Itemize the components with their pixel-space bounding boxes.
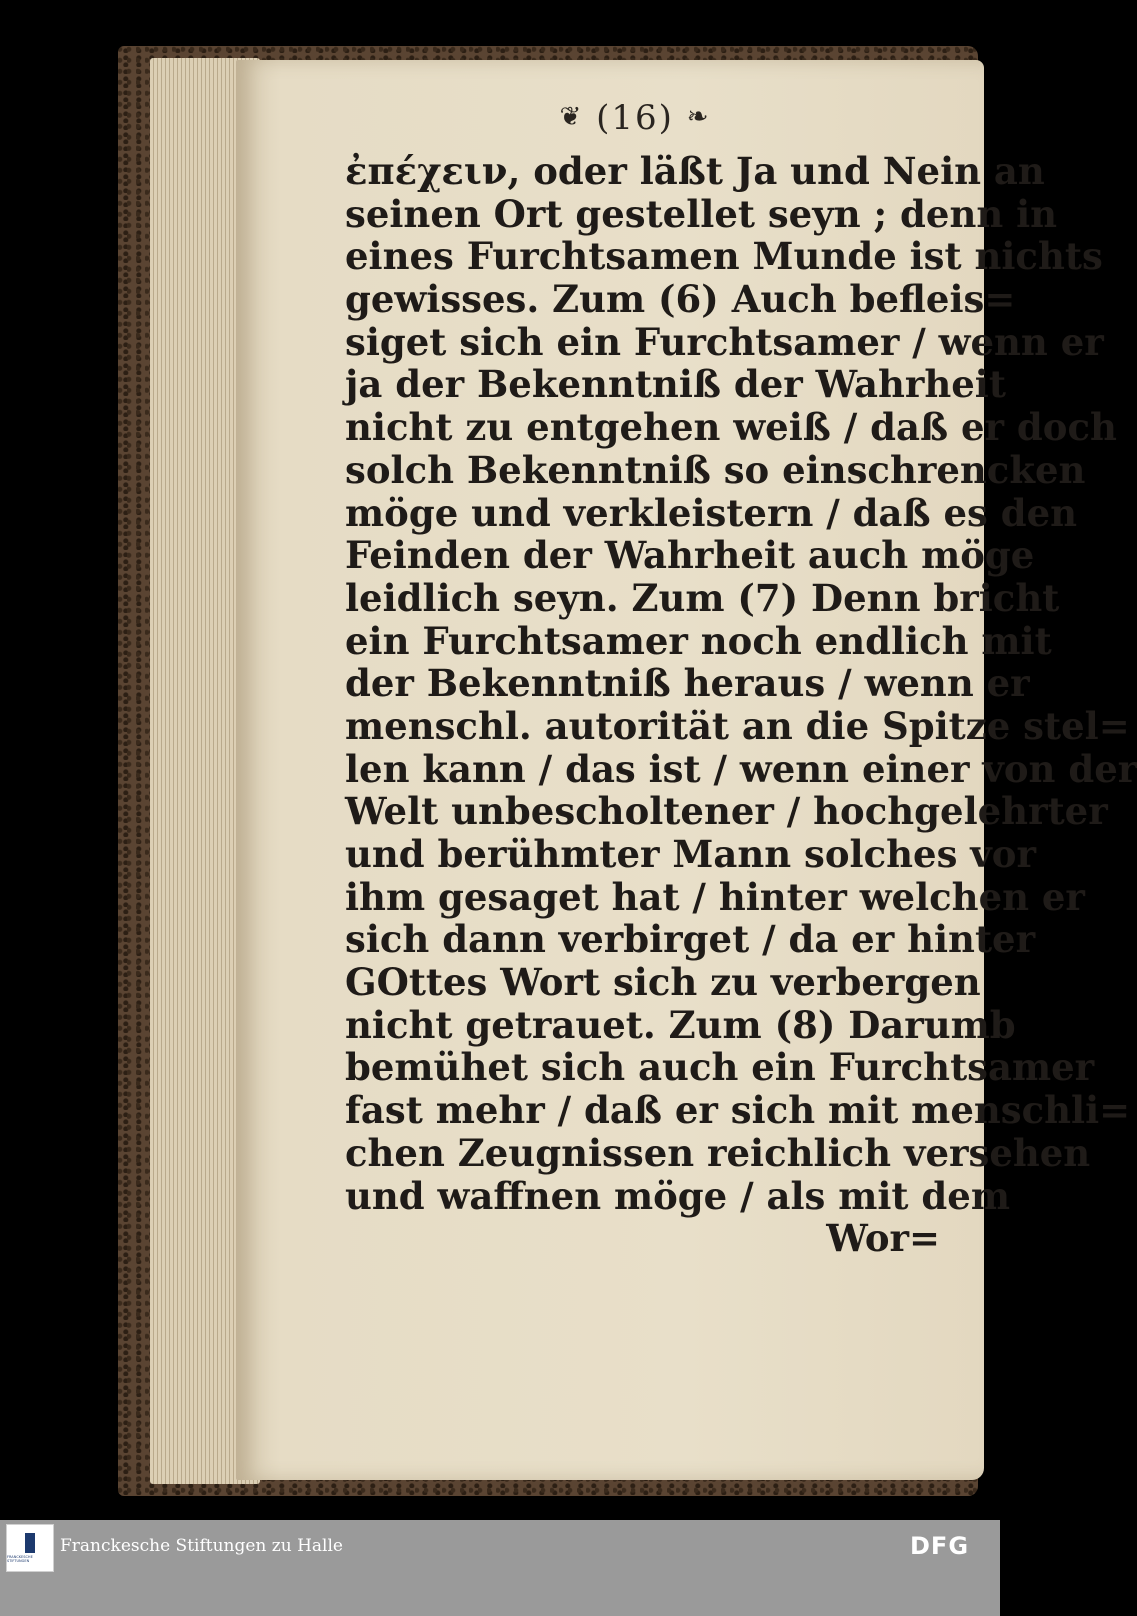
ornament-right-icon: ❧ <box>686 102 711 132</box>
text-line: nicht zu entgehen weiß / daß er doch <box>345 405 1117 450</box>
institution-logo[interactable] <box>6 1524 54 1572</box>
text-line: seinen Ort gestellet seyn ; denn in <box>345 191 1058 236</box>
text-line: und berühmter Mann solches vor <box>345 832 1036 876</box>
text-line: ἐπέχειν, oder läßt Ja und Nein an <box>345 149 1045 193</box>
text-line: len kann / das ist / wenn einer von der <box>345 746 1137 791</box>
text-line: chen Zeugnissen reichlich versehen <box>345 1130 1091 1175</box>
footer-bar <box>0 1520 1000 1616</box>
text-line: gewisses. Zum (6) Auch befleis= <box>345 277 1016 322</box>
text-line: eines Furchtsamen Munde ist nichts <box>345 234 1103 279</box>
body-text <box>345 149 1137 1261</box>
text-line: fast mehr / daß er sich mit menschli= <box>345 1088 1131 1133</box>
text-line: GOttes Wort sich zu verbergen <box>345 960 981 1005</box>
ornament-left-icon: ❦ <box>559 102 584 132</box>
text-line: solch Bekenntniß so einschrencken <box>345 447 1086 492</box>
text-line: ihm gesaget hat / hinter welchen er <box>345 874 1085 919</box>
page-number: (16) <box>596 98 674 138</box>
text-line: leidlich seyn. Zum (7) Denn bricht <box>345 575 1060 620</box>
text-line: Wor= <box>826 1216 940 1261</box>
text-line: ja der Bekenntniß der Wahrheit <box>345 362 1006 407</box>
text-line: nicht getrauet. Zum (8) Darumb <box>345 1002 1016 1047</box>
text-line: möge und verkleistern / daß es den <box>345 490 1078 535</box>
text-line: ein Furchtsamer noch endlich mit <box>345 618 1052 663</box>
dfg-logo[interactable]: DFG <box>910 1532 970 1560</box>
institution-name: Franckesche Stiftungen zu Halle <box>60 1536 343 1556</box>
text-line: und waffnen möge / als mit dem <box>345 1173 1010 1218</box>
page-header <box>510 98 760 138</box>
text-line: menschl. autorität an die Spitze stel= <box>345 703 1130 748</box>
text-line: der Bekenntniß heraus / wenn er <box>345 661 1030 706</box>
logo-wordmark: FRANCKESCHE STIFTUNGEN <box>7 1555 33 1563</box>
text-line: sich dann verbirget / da er hinter <box>345 917 1036 962</box>
logo-mark-icon <box>25 1533 35 1553</box>
text-line: Welt unbescholtener / hochgelehrter <box>345 789 1108 834</box>
text-line: Feinden der Wahrheit auch möge <box>345 533 1035 578</box>
text-line: bemühet sich auch ein Furchtsamer <box>345 1045 1095 1090</box>
text-line: siget sich ein Furchtsamer / wenn er <box>345 319 1104 364</box>
